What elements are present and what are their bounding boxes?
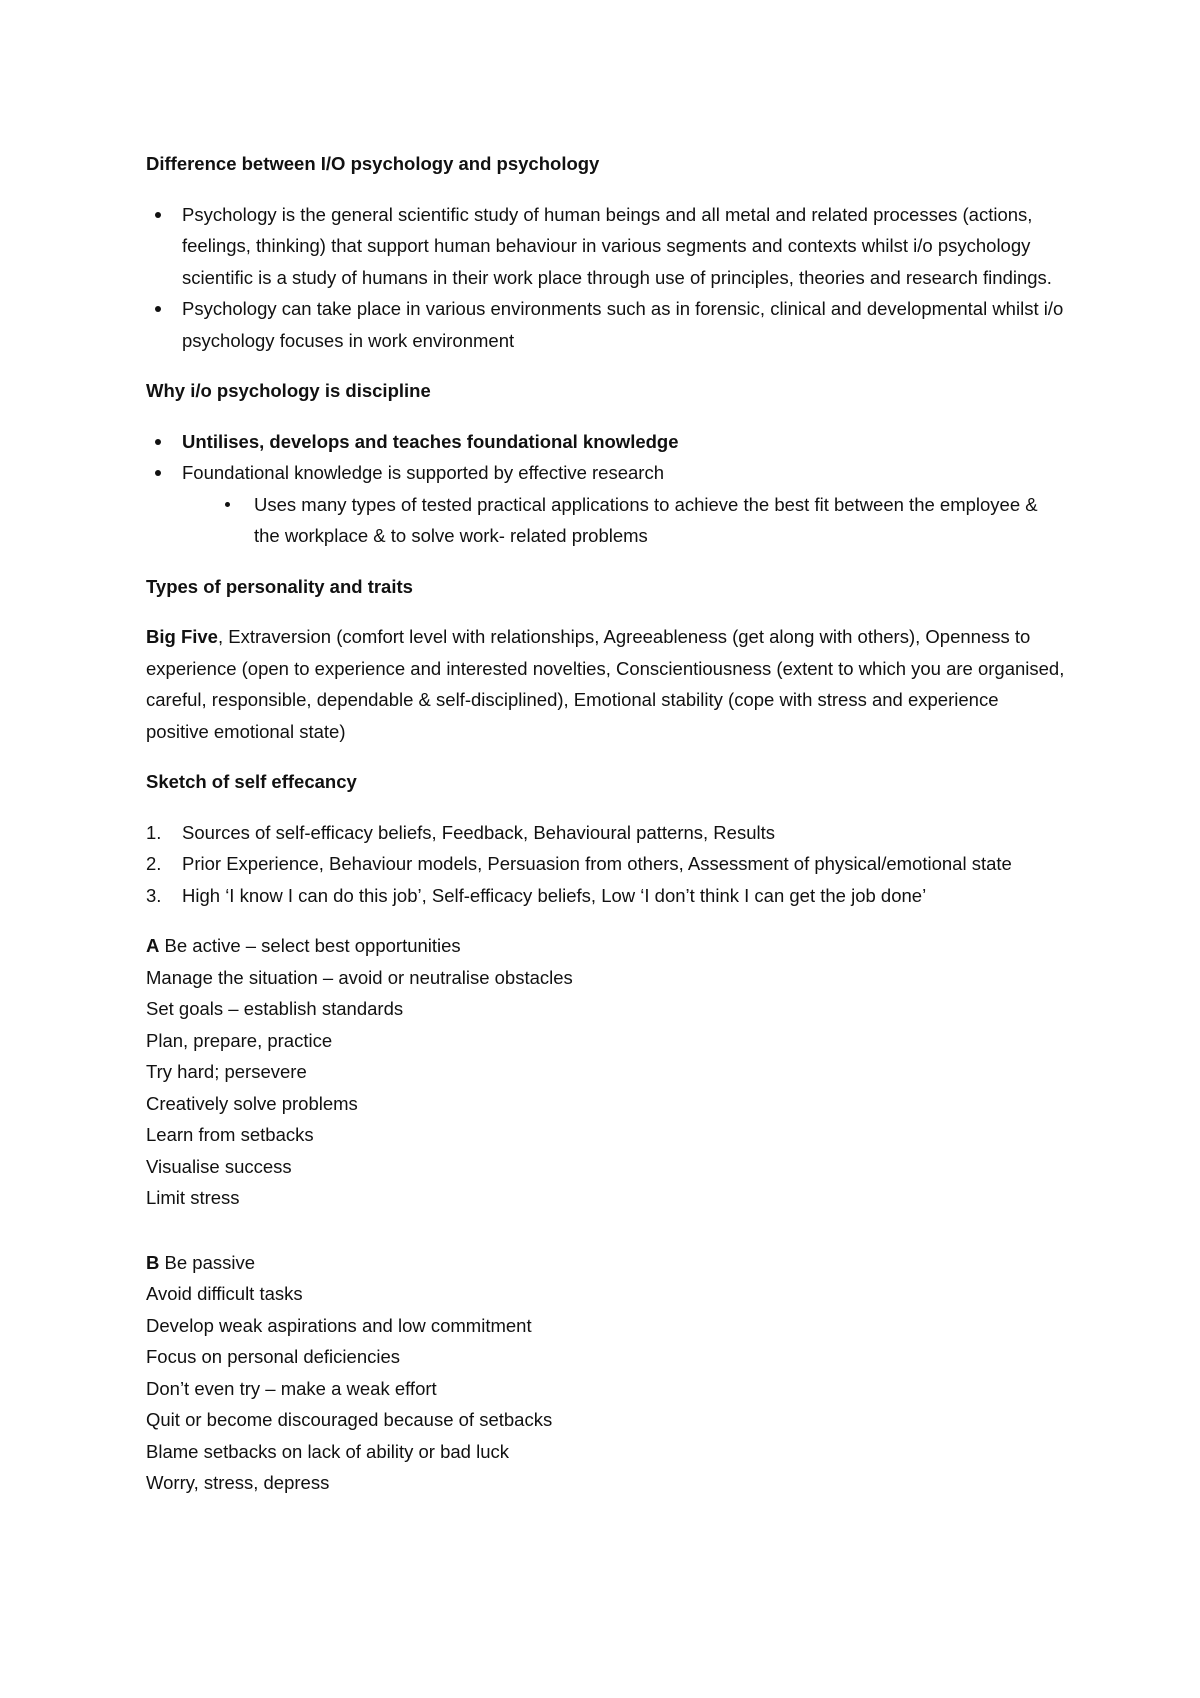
item-text: Prior Experience, Behaviour models, Persuasion from others, Assessment of physical/emotional state — [182, 853, 1012, 874]
be-active-line: Limit stress — [146, 1187, 240, 1208]
item-number: 1. — [146, 821, 162, 843]
bullet-item: Psychology is the general scientific study of human beings and all metal and related processes (actions, feelings, thinking) that support human behaviour in various segments and contexts whilst i/o psychology scientific is a study of humans in their work place through use of principles, theories and research findings. — [146, 199, 1066, 294]
numbered-item — [146, 848, 1066, 880]
be-passive-block — [146, 1247, 1066, 1499]
big-five-paragraph — [146, 621, 1066, 747]
bullet-text: Foundational knowledge is supported by effective research — [182, 462, 664, 483]
be-active-title — [146, 930, 1066, 962]
heading-self-efficacy: Sketch of self effecancy — [146, 771, 357, 792]
numbered-item — [146, 817, 1066, 849]
be-passive-title — [146, 1247, 1066, 1279]
be-passive-line: Blame setbacks on lack of ability or bad luck — [146, 1440, 509, 1462]
item-text: Sources of self-efficacy beliefs, Feedback, Behavioural patterns, Results — [182, 821, 775, 843]
item-text: High ‘I know I can do this job’, Self-efficacy beliefs, Low ‘I don’t think I can get the job done’ — [182, 884, 927, 906]
be-passive-line: Focus on personal deficiencies — [146, 1346, 401, 1367]
be-passive-line: Develop weak aspirations and low commitment — [146, 1314, 532, 1336]
be-passive-line: Don’t even try – make a weak effort — [146, 1377, 437, 1399]
item-number: 2. — [146, 853, 162, 874]
be-active-line: Set goals – establish standards — [146, 998, 404, 1019]
discipline-bullet-list — [146, 426, 1066, 552]
be-passive-label: B — [146, 1251, 160, 1273]
difference-bullet-list — [146, 199, 1066, 357]
be-active-line: Learn from setbacks — [146, 1124, 314, 1145]
be-passive-line: Avoid difficult tasks — [146, 1283, 303, 1304]
sub-bullet-list — [182, 489, 1066, 552]
heading-discipline: Why i/o psychology is discipline — [146, 380, 431, 401]
heading-difference: Difference between I/O psychology and psychology — [146, 153, 600, 174]
be-passive-line: Worry, stress, depress — [146, 1472, 330, 1493]
bullet-item: Psychology can take place in various environments such as in forensic, clinical and developmental whilst i/o psychology focuses in work environment — [146, 293, 1066, 356]
be-active-text: Be active – select best opportunities — [159, 935, 461, 956]
big-five-text: , Extraversion (comfort level with relationships, Agreeableness (get along with others), Openness to experience (open to experience and interested novelties, Conscientiousness (extent to which you are organised, careful, responsible, dependable & self-disciplined), Emotional stability (cope with stress and experience positive emotional state) — [146, 626, 1065, 742]
self-efficacy-list — [146, 817, 1066, 912]
be-active-block — [146, 930, 1066, 1214]
be-active-line: Manage the situation – avoid or neutralise obstacles — [146, 966, 573, 988]
bullet-item: Untilises, develops and teaches foundational knowledge — [146, 426, 1066, 458]
numbered-item — [146, 880, 1066, 912]
bullet-item — [146, 457, 1066, 552]
be-passive-text: Be passive — [159, 1251, 256, 1273]
be-active-line: Plan, prepare, practice — [146, 1029, 333, 1051]
big-five-label: Big Five — [146, 626, 218, 647]
heading-personality: Types of personality and traits — [146, 575, 413, 597]
sub-bullet-item: Uses many types of tested practical applications to achieve the best fit between the employee & the workplace & to solve work- related problems — [218, 489, 1066, 552]
be-passive-line: Quit or become discouraged because of setbacks — [146, 1409, 553, 1430]
be-active-line: Visualise success — [146, 1155, 292, 1177]
be-active-line: Creatively solve problems — [146, 1092, 358, 1114]
be-active-line: Try hard; persevere — [146, 1061, 307, 1082]
be-active-label: A — [146, 935, 160, 956]
item-number: 3. — [146, 884, 162, 906]
document-page — [146, 148, 1066, 1499]
